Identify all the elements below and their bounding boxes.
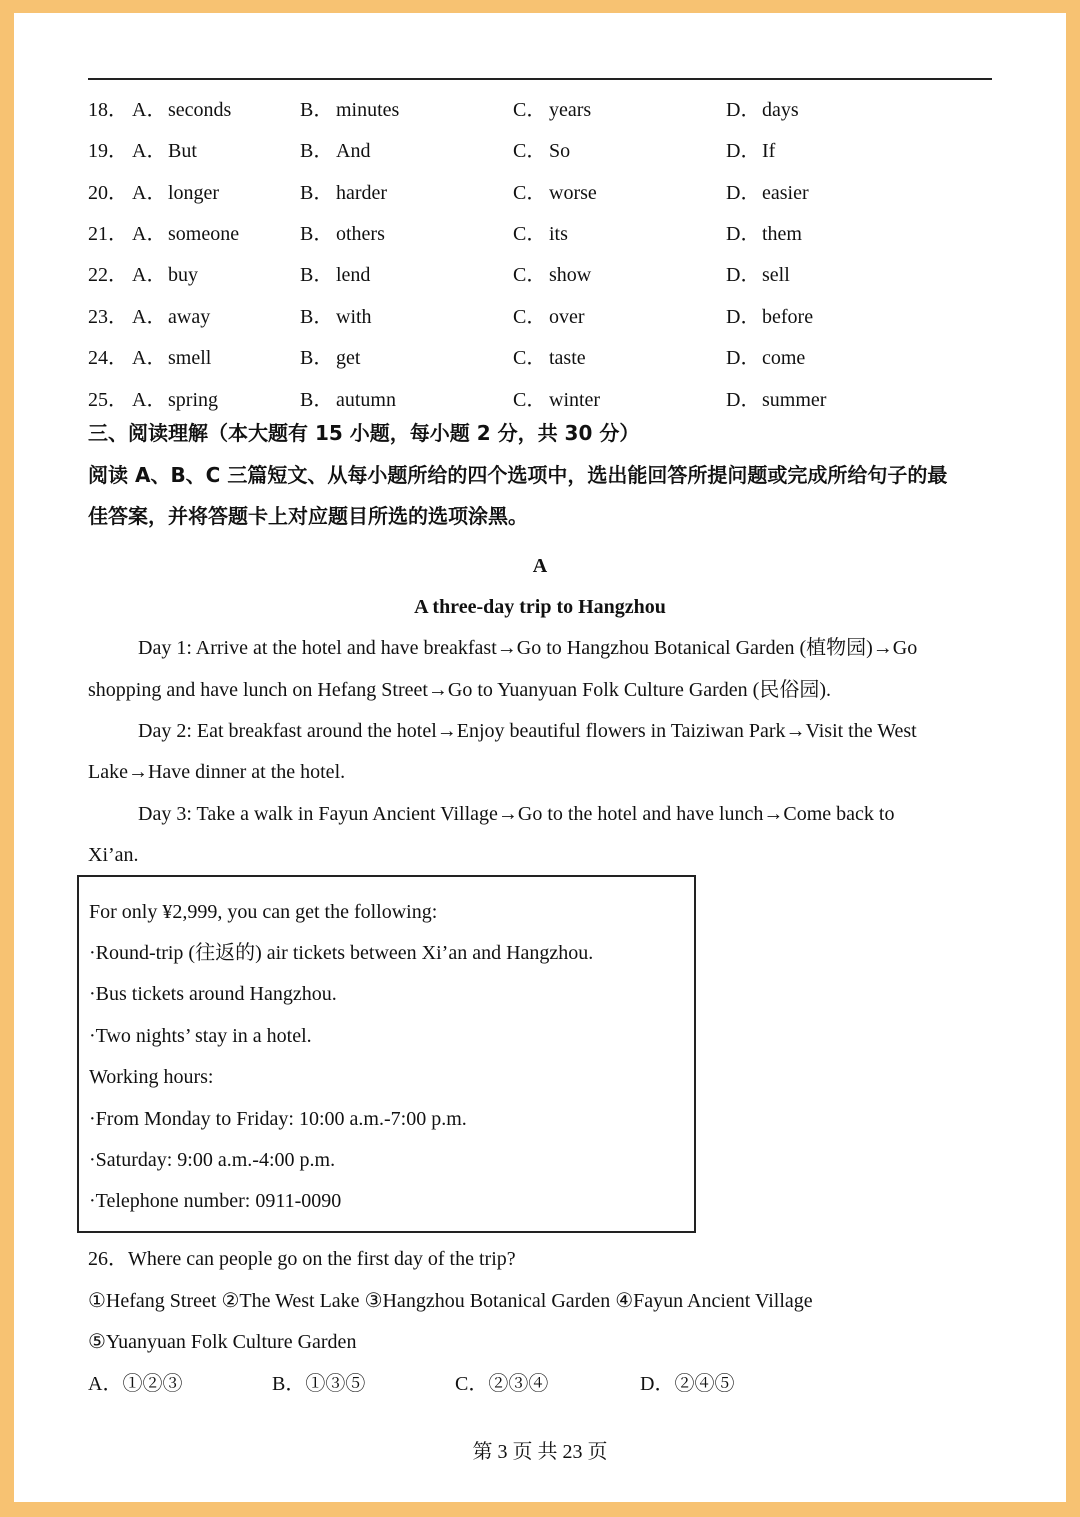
question-number: 25． <box>88 389 128 411</box>
page-footer: 第 3 页 共 23 页 <box>472 1441 608 1463</box>
option-c: C． winter <box>513 389 601 411</box>
option-b: B． get <box>300 347 361 369</box>
option-d: D．summer <box>726 389 827 411</box>
option-c: C． So <box>513 140 571 162</box>
option-c: C． worse <box>513 182 597 204</box>
question-number: 18． <box>88 99 128 121</box>
offer-item: ·Round-trip (往返的) air tickets between Xi’an and Hangzhou. <box>89 942 594 964</box>
option-a: A．But <box>132 140 197 162</box>
option-a: A．seconds <box>132 99 232 121</box>
answer-option-c: C．②③④ <box>455 1373 549 1395</box>
answer-option-d: D．②④⑤ <box>640 1373 735 1395</box>
question-number: 21． <box>88 223 128 245</box>
question-places: ①Hefang Street ②The West Lake ③Hangzhou Botanical Garden ④Fayun Ancient Village <box>88 1290 813 1312</box>
option-c: C． taste <box>513 347 586 369</box>
working-hours-item: ·From Monday to Friday: 10:00 a.m.-7:00 p.m. <box>89 1108 467 1130</box>
answer-option-b: B．①③⑤ <box>272 1373 366 1395</box>
option-a: A．longer <box>132 182 220 204</box>
option-d: D．easier <box>726 182 809 204</box>
option-d: D．If <box>726 140 776 162</box>
day2-line: Day 2: Eat breakfast around the hotel→Enjoy beautiful flowers in Taiziwan Park→Visit the West <box>138 720 917 742</box>
option-b: B． lend <box>300 264 371 286</box>
option-a: A．someone <box>132 223 240 245</box>
question-stem: 26．Where can people go on the first day of the trip? <box>88 1248 516 1270</box>
offer-item: ·Two nights’ stay in a hotel. <box>89 1025 312 1047</box>
option-a: A．spring <box>132 389 218 411</box>
option-a: A．smell <box>132 347 212 369</box>
option-b: B． autumn <box>300 389 396 411</box>
exam-page <box>14 13 1066 1502</box>
day3-line: Xi’an. <box>88 844 139 866</box>
offer-box <box>77 875 696 1233</box>
question-number: 24． <box>88 347 128 369</box>
day1-line: Day 1: Arrive at the hotel and have breakfast→Go to Hangzhou Botanical Garden (植物园)→Go <box>138 637 918 659</box>
passage-label: A <box>532 555 548 577</box>
section-heading: 三、阅读理解（本大题有 15 小题，每小题 2 分，共 30 分） <box>88 421 640 445</box>
working-hours-label: Working hours: <box>89 1066 214 1088</box>
question-number: 19． <box>88 140 128 162</box>
section-instruction: 佳答案，并将答题卡上对应题目所选的选项涂黑。 <box>88 504 528 528</box>
option-d: D．before <box>726 306 814 328</box>
option-d: D．sell <box>726 264 790 286</box>
offer-item: ·Bus tickets around Hangzhou. <box>89 983 337 1005</box>
option-d: D．come <box>726 347 806 369</box>
option-b: B． And <box>300 140 371 162</box>
question-places: ⑤Yuanyuan Folk Culture Garden <box>88 1331 357 1353</box>
passage-title: A three-day trip to Hangzhou <box>414 596 666 618</box>
question-number: 20． <box>88 182 128 204</box>
option-a: A．away <box>132 306 211 328</box>
section-instruction: 阅读 A、B、C 三篇短文、从每小题所给的四个选项中，选出能回答所提问题或完成所给句子的最 <box>88 463 948 487</box>
option-b: B． harder <box>300 182 388 204</box>
day2-line: Lake→Have dinner at the hotel. <box>88 761 346 783</box>
answer-option-a: A．①②③ <box>88 1373 183 1395</box>
option-b: B． others <box>300 223 385 245</box>
option-d: D．days <box>726 99 799 121</box>
option-c: C． show <box>513 264 592 286</box>
header-rule <box>88 78 992 80</box>
day3-line: Day 3: Take a walk in Fayun Ancient Village→Go to the hotel and have lunch→Come back to <box>138 803 895 825</box>
option-a: A．buy <box>132 264 198 286</box>
option-b: B． minutes <box>300 99 400 121</box>
option-b: B． with <box>300 306 372 328</box>
option-c: C． over <box>513 306 585 328</box>
question-number: 23． <box>88 306 128 328</box>
day1-line: shopping and have lunch on Hefang Street→Go to Yuanyuan Folk Culture Garden (民俗园). <box>88 679 831 701</box>
question-number: 22． <box>88 264 128 286</box>
offer-intro: For only ¥2,999, you can get the following: <box>89 901 438 923</box>
option-d: D．them <box>726 223 802 245</box>
working-hours-item: ·Saturday: 9:00 a.m.-4:00 p.m. <box>89 1149 336 1171</box>
telephone-number: ·Telephone number: 0911-0090 <box>89 1190 342 1212</box>
option-c: C． its <box>513 223 568 245</box>
option-c: C． years <box>513 99 592 121</box>
